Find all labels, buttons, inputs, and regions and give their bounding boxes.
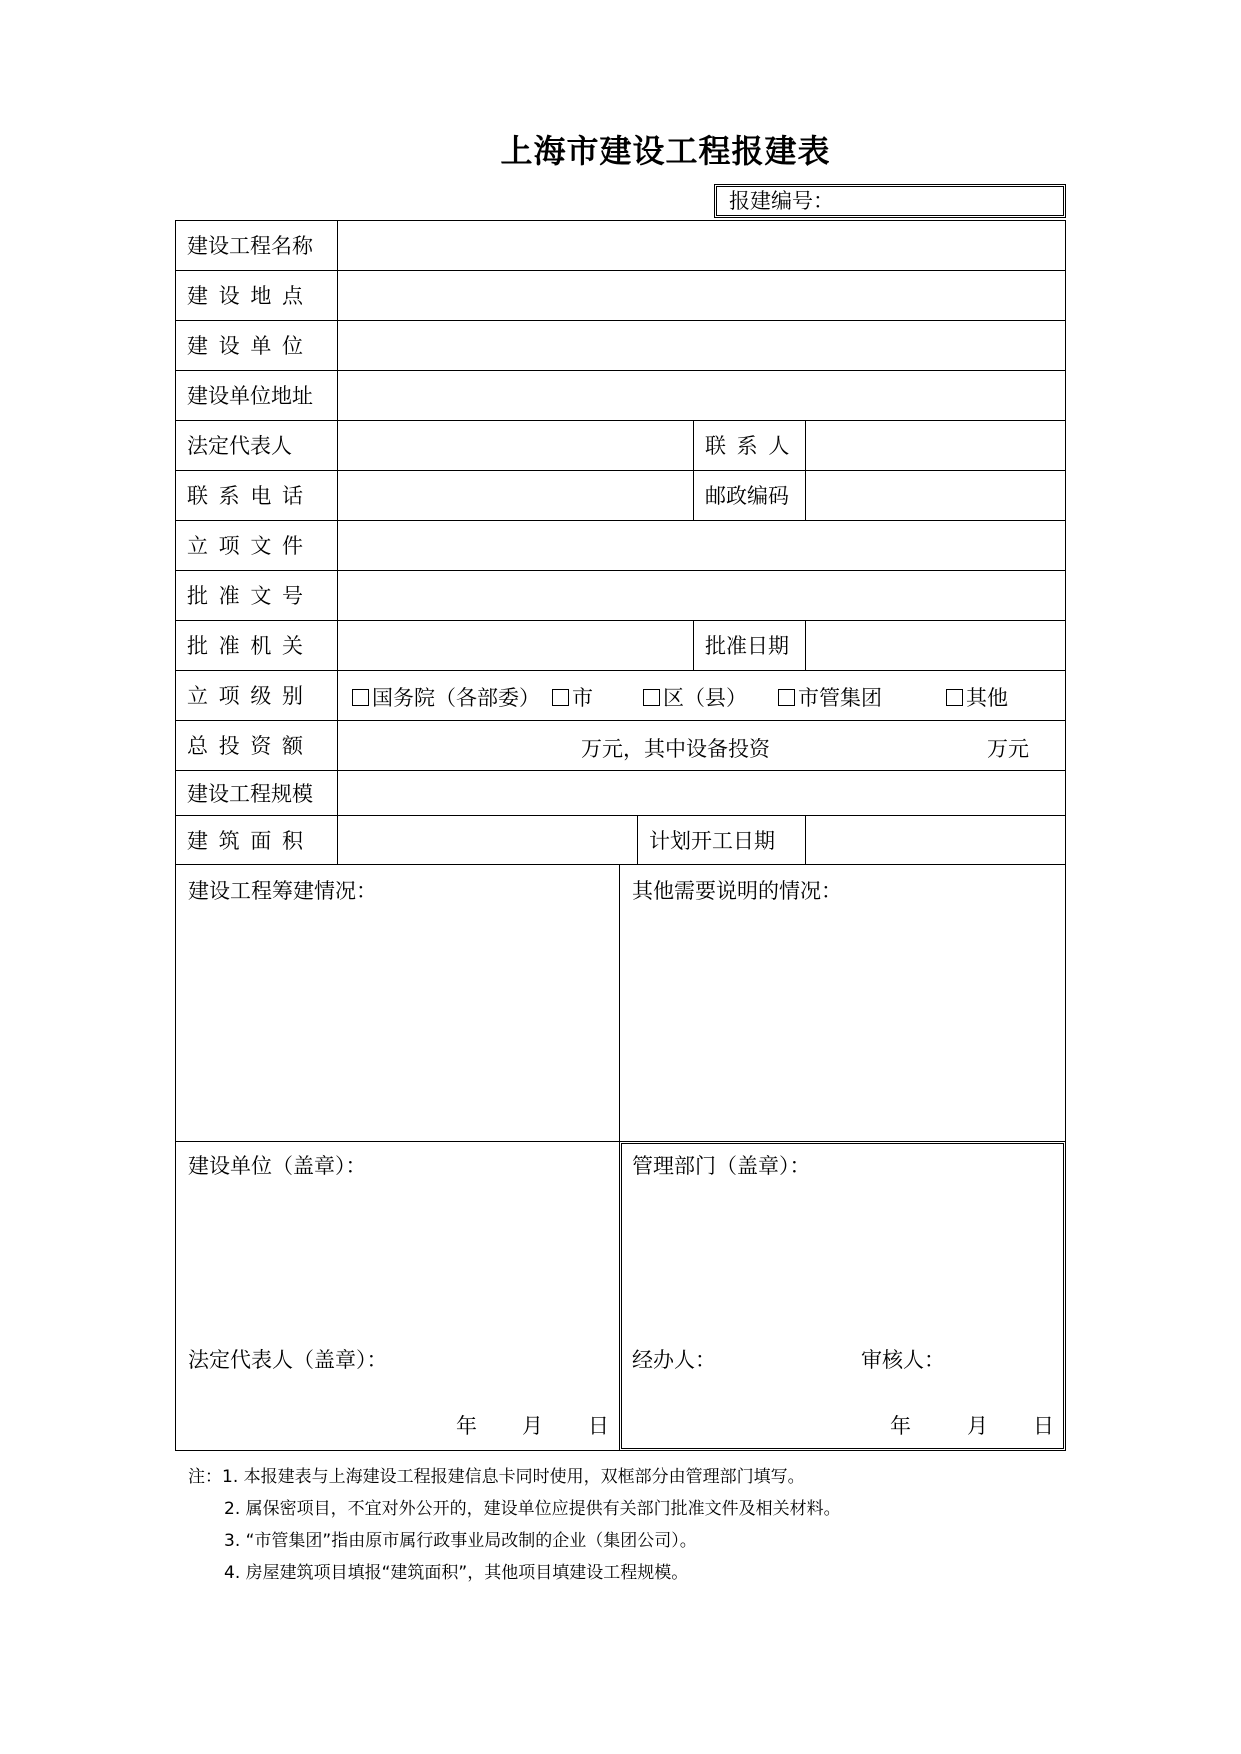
note-1: 注：1. 本报建表与上海建设工程报建信息卡同时使用，双框部分由管理部门填写。: [188, 1467, 805, 1487]
investment-unit-text: 万元: [987, 737, 1029, 761]
input-unit-address[interactable]: [338, 371, 1065, 420]
dept-date-year: 年: [890, 1414, 911, 1438]
input-area[interactable]: [338, 816, 637, 865]
input-postcode[interactable]: [806, 471, 1065, 520]
dept-date-month: 月: [967, 1414, 988, 1438]
dept-seal-section[interactable]: [619, 1141, 1066, 1451]
other-info-label: 其他需要说明的情况：: [632, 879, 842, 903]
input-legal-rep[interactable]: [338, 421, 693, 470]
input-contact[interactable]: [806, 421, 1065, 470]
level-option-state-council[interactable]: 国务院（各部委）: [352, 682, 540, 712]
label-approval-doc: 立 项 文 件: [187, 534, 306, 558]
unit-date-year: 年: [456, 1414, 477, 1438]
page-title: 上海市建设工程报建表: [500, 132, 831, 170]
label-approval-no: 批 准 文 号: [187, 584, 306, 608]
investment-mid-text: 万元，其中设备投资: [581, 737, 770, 761]
label-approval-date: 批准日期: [705, 634, 789, 658]
label-phone: 联 系 电 话: [187, 484, 306, 508]
unit-date-month: 月: [522, 1414, 543, 1438]
label-investment: 总 投 资 额: [187, 734, 306, 758]
report-number-label: 报建编号：: [729, 189, 834, 213]
label-level: 立 项 级 别: [187, 684, 306, 708]
label-unit: 建 设 单 位: [187, 334, 306, 358]
preparation-section[interactable]: [175, 864, 620, 1142]
label-legal-rep: 法定代表人: [187, 434, 292, 458]
input-unit[interactable]: [338, 321, 1065, 370]
input-start-date[interactable]: [806, 816, 1065, 865]
preparation-label: 建设工程筹建情况：: [188, 879, 377, 903]
report-number-field[interactable]: [714, 184, 1066, 218]
input-scale[interactable]: [338, 771, 1065, 815]
checkbox-icon[interactable]: [352, 689, 369, 706]
unit-date-day: 日: [588, 1414, 609, 1438]
label-contact: 联 系 人: [705, 434, 792, 458]
dept-date-day: 日: [1033, 1414, 1054, 1438]
label-location: 建 设 地 点: [187, 284, 306, 308]
label-approval-org: 批 准 机 关: [187, 634, 306, 658]
level-option-city-group[interactable]: 市管集团: [778, 682, 882, 712]
checkbox-icon[interactable]: [643, 689, 660, 706]
input-approval-date[interactable]: [806, 621, 1065, 670]
level-option-district[interactable]: 区（县）: [643, 682, 747, 712]
level-option-city[interactable]: 市: [552, 682, 593, 712]
reviewer-label: 审核人：: [861, 1348, 945, 1372]
level-option-other[interactable]: 其他: [946, 682, 1008, 712]
note-3: 3. “市管集团”指由原市属行政事业局改制的企业（集团公司）。: [224, 1531, 697, 1551]
label-start-date: 计划开工日期: [649, 829, 775, 853]
label-project-name: 建设工程名称: [187, 234, 313, 258]
label-scale: 建设工程规模: [187, 781, 313, 806]
note-2: 2. 属保密项目，不宜对外公开的，建设单位应提供有关部门批准文件及相关材料。: [224, 1499, 841, 1519]
unit-seal-section[interactable]: [175, 1141, 620, 1451]
input-project-name[interactable]: [338, 221, 1065, 270]
input-approval-doc[interactable]: [338, 521, 1065, 570]
checkbox-icon[interactable]: [778, 689, 795, 706]
handler-label: 经办人：: [632, 1348, 716, 1372]
checkbox-icon[interactable]: [946, 689, 963, 706]
dept-seal-label: 管理部门（盖章）：: [632, 1154, 811, 1178]
note-4: 4. 房屋建筑项目填报“建筑面积”，其他项目填建设工程规模。: [224, 1563, 689, 1583]
label-postcode: 邮政编码: [705, 484, 789, 508]
other-info-section[interactable]: [619, 864, 1066, 1142]
label-area: 建 筑 面 积: [187, 829, 306, 853]
input-phone[interactable]: [338, 471, 693, 520]
input-approval-org[interactable]: [338, 621, 693, 670]
checkbox-icon[interactable]: [552, 689, 569, 706]
label-unit-address: 建设单位地址: [187, 384, 313, 408]
legal-seal-label: 法定代表人（盖章）：: [188, 1348, 388, 1372]
unit-seal-label: 建设单位（盖章）：: [188, 1154, 367, 1178]
input-location[interactable]: [338, 271, 1065, 320]
input-approval-no[interactable]: [338, 571, 1065, 620]
